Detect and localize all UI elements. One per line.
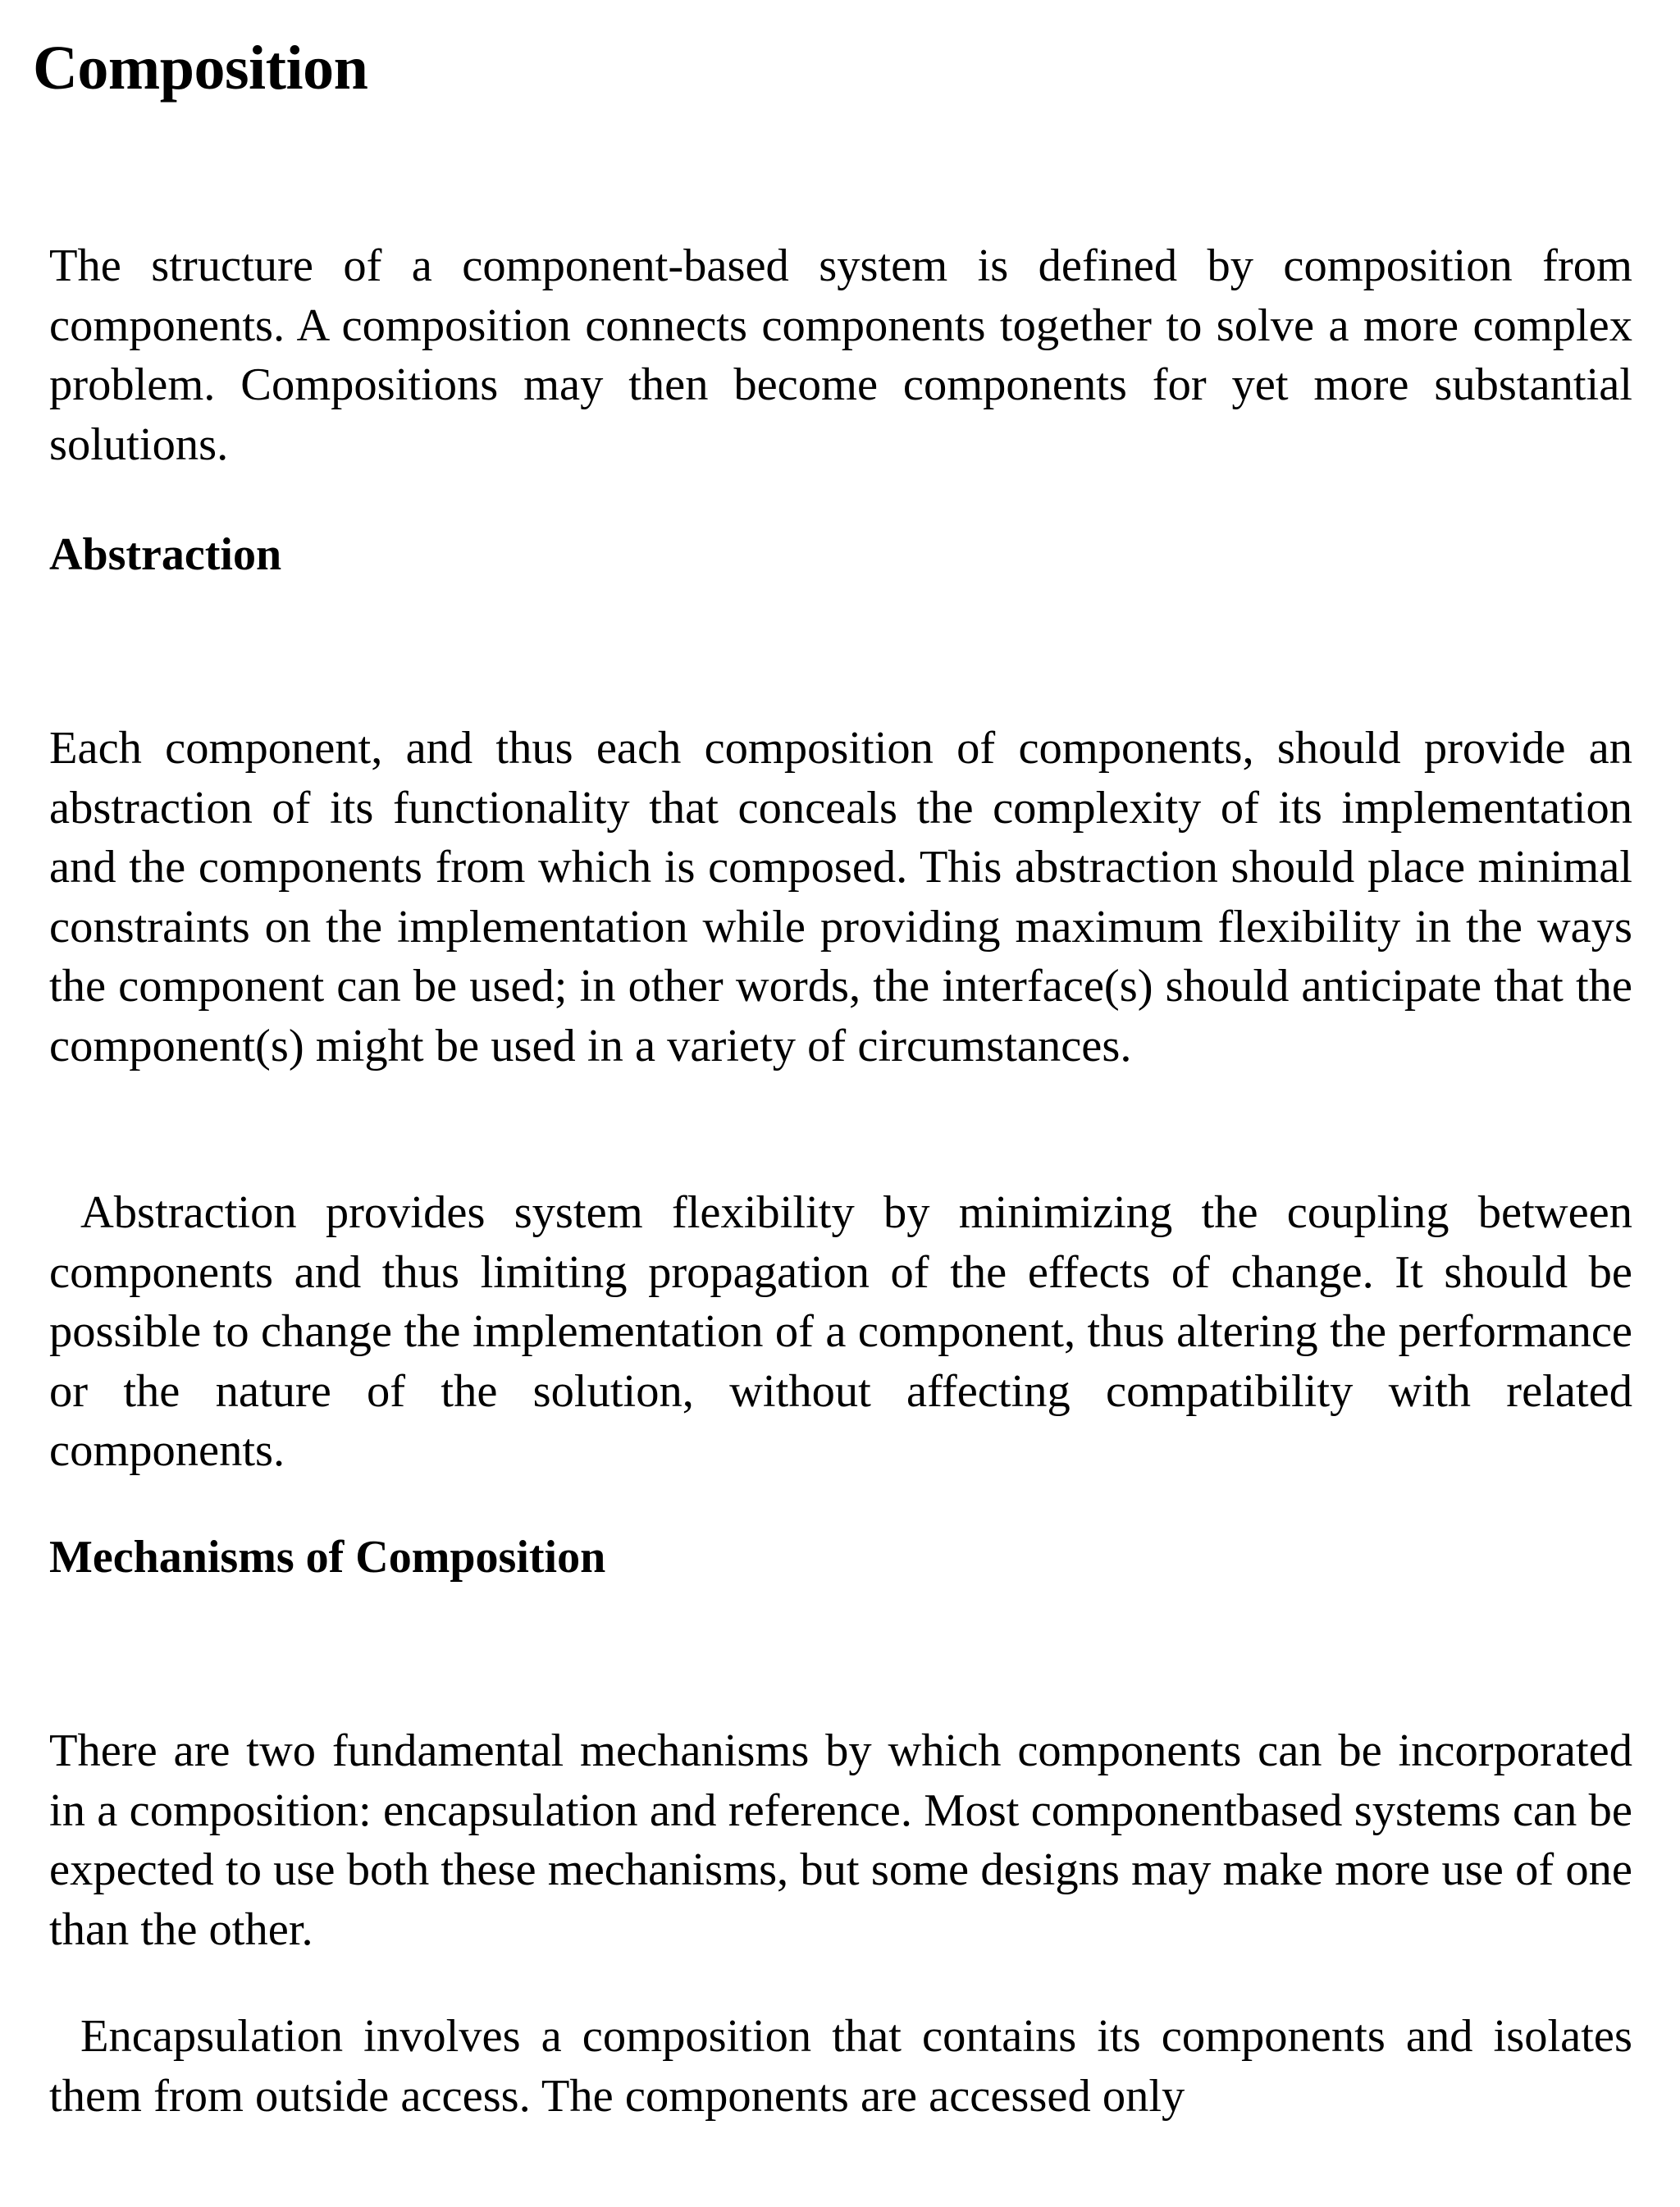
mechanisms-heading: Mechanisms of Composition xyxy=(49,1532,606,1583)
mechanisms-paragraph-2: Encapsulation involves a composition that contains its components and isolates them from outside access. The components are accessed only xyxy=(49,2011,1632,2122)
page-title: Composition xyxy=(33,34,368,103)
abstraction-heading: Abstraction xyxy=(49,529,282,580)
intro-paragraph: The structure of a component-based system is defined by composition from components. A composition connects components together to solve a more complex problem. Compositions may then become components for yet more substantial solutions. xyxy=(49,240,1632,470)
mechanisms-paragraph-1: There are two fundamental mechanisms by which components can be incorporated in a composition: encapsulation and reference. Most componentbased systems can be expected to use both these mechanisms, but some designs may make more use of one than the other. xyxy=(49,1725,1632,1955)
abstraction-paragraph-2: Abstraction provides system flexibility by minimizing the coupling between components and thus limiting propagation of the effects of change. It should be possible to change the implementation of a component, thus altering the performance or the nature of the solution, without affecting compatibility with related components. xyxy=(49,1187,1632,1476)
abstraction-paragraph-1: Each component, and thus each composition of components, should provide an abstraction of its functionality that conceals the complexity of its implementation and the components from which is composed. This abstraction should place minimal constraints on the implementation while providing maximum flexibility in the ways the component can be used; in other words, the interface(s) should anticipate that the component(s) might be used in a variety of circumstances. xyxy=(49,723,1632,1072)
